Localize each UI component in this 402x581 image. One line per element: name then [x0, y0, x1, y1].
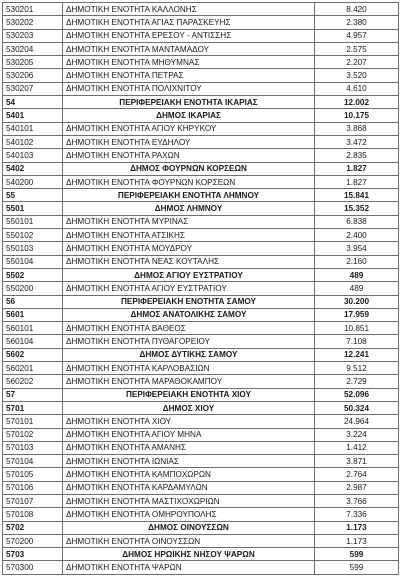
code-cell: 570106: [3, 481, 63, 494]
name-cell: ΔΗΜΟΣ ΧΙΟΥ: [63, 401, 315, 414]
code-cell: 57: [3, 388, 63, 401]
name-cell: ΔΗΜΟΤΙΚΗ ΕΝΟΤΗΤΑ ΜΑΝΤΑΜΑΔΟΥ: [63, 42, 315, 55]
table-row: [3, 255, 399, 268]
table-row-subtotal: [3, 96, 399, 109]
value-cell: 15.841: [315, 189, 399, 202]
table-row-subtotal: [3, 348, 399, 361]
name-cell: ΔΗΜΟΤΙΚΗ ΕΝΟΤΗΤΑ ΜΟΥΔΡΟΥ: [63, 242, 315, 255]
value-cell: 3.954: [315, 242, 399, 255]
code-cell: 5701: [3, 401, 63, 414]
code-cell: 5502: [3, 268, 63, 281]
value-cell: 52.096: [315, 388, 399, 401]
table-row-subtotal: [3, 189, 399, 202]
table-row: [3, 455, 399, 468]
table-row: [3, 335, 399, 348]
name-cell: ΔΗΜΟΤΙΚΗ ΕΝΟΤΗΤΑ ΠΥΘΑΓΟΡΕΙΟΥ: [63, 335, 315, 348]
table-row: [3, 82, 399, 95]
value-cell: 2.400: [315, 229, 399, 242]
value-cell: 7.108: [315, 335, 399, 348]
code-cell: 570103: [3, 441, 63, 454]
value-cell: 17.959: [315, 308, 399, 321]
value-cell: 10.851: [315, 322, 399, 335]
table-row: [3, 122, 399, 135]
code-cell: 570102: [3, 428, 63, 441]
name-cell: ΔΗΜΟΤΙΚΗ ΕΝΟΤΗΤΑ ΑΓΙΟΥ ΜΗΝΑ: [63, 428, 315, 441]
table-row: [3, 56, 399, 69]
code-cell: 5703: [3, 548, 63, 561]
value-cell: 1.173: [315, 521, 399, 534]
table-row: [3, 229, 399, 242]
table-row: [3, 3, 399, 16]
table-row-subtotal: [3, 401, 399, 414]
value-cell: 1.827: [315, 162, 399, 175]
code-cell: 550104: [3, 255, 63, 268]
code-cell: 550102: [3, 229, 63, 242]
name-cell: ΔΗΜΟΤΙΚΗ ΕΝΟΤΗΤΑ ΚΑΛΛΟΝΗΣ: [63, 3, 315, 16]
code-cell: 55: [3, 189, 63, 202]
value-cell: 2.764: [315, 468, 399, 481]
value-cell: 50.324: [315, 401, 399, 414]
name-cell: ΠΕΡΙΦΕΡΕΙΑΚΗ ΕΝΟΤΗΤΑ ΛΗΜΝΟΥ: [63, 189, 315, 202]
name-cell: ΔΗΜΟΤΙΚΗ ΕΝΟΤΗΤΑ ΑΓΙΟΥ ΕΥΣΤΡΑΤΙΟΥ: [63, 282, 315, 295]
value-cell: 489: [315, 282, 399, 295]
code-cell: 530207: [3, 82, 63, 95]
table-row: [3, 29, 399, 42]
code-cell: 5401: [3, 109, 63, 122]
value-cell: 30.200: [315, 295, 399, 308]
table-row: [3, 561, 399, 574]
value-cell: 3.224: [315, 428, 399, 441]
code-cell: 540102: [3, 135, 63, 148]
value-cell: 489: [315, 268, 399, 281]
table-row-subtotal: [3, 202, 399, 215]
code-cell: 5601: [3, 308, 63, 321]
value-cell: 15.352: [315, 202, 399, 215]
value-cell: 10.175: [315, 109, 399, 122]
table-row: [3, 441, 399, 454]
value-cell: 2.987: [315, 481, 399, 494]
code-cell: 560202: [3, 375, 63, 388]
name-cell: ΠΕΡΙΦΕΡΕΙΑΚΗ ΕΝΟΤΗΤΑ ΣΑΜΟΥ: [63, 295, 315, 308]
name-cell: ΔΗΜΟΣ ΔΥΤΙΚΗΣ ΣΑΜΟΥ: [63, 348, 315, 361]
name-cell: ΔΗΜΟΤΙΚΗ ΕΝΟΤΗΤΑ ΟΜΗΡΟΥΠΟΛΗΣ: [63, 508, 315, 521]
table-row: [3, 481, 399, 494]
value-cell: 12.002: [315, 96, 399, 109]
value-cell: 4.610: [315, 82, 399, 95]
name-cell: ΔΗΜΟΤΙΚΗ ΕΝΟΤΗΤΑ ΚΑΜΠΟΧΩΡΩΝ: [63, 468, 315, 481]
table-row: [3, 534, 399, 547]
name-cell: ΔΗΜΟΤΙΚΗ ΕΝΟΤΗΤΑ ΟΙΝΟΥΣΣΩΝ: [63, 534, 315, 547]
value-cell: 8.420: [315, 3, 399, 16]
value-cell: 599: [315, 548, 399, 561]
table-row-subtotal: [3, 388, 399, 401]
value-cell: 3.520: [315, 69, 399, 82]
code-cell: 5702: [3, 521, 63, 534]
code-cell: 540101: [3, 122, 63, 135]
name-cell: ΔΗΜΟΤΙΚΗ ΕΝΟΤΗΤΑ ΕΥΔΗΛΟΥ: [63, 135, 315, 148]
name-cell: ΔΗΜΟΤΙΚΗ ΕΝΟΤΗΤΑ ΑΜΑΝΗΣ: [63, 441, 315, 454]
code-cell: 56: [3, 295, 63, 308]
name-cell: ΔΗΜΟΤΙΚΗ ΕΝΟΤΗΤΑ ΠΟΛΙΧΝΙΤΟΥ: [63, 82, 315, 95]
table-row: [3, 242, 399, 255]
name-cell: ΔΗΜΟΤΙΚΗ ΕΝΟΤΗΤΑ ΚΑΡΛΟΒΑΣΙΩΝ: [63, 362, 315, 375]
table-row: [3, 322, 399, 335]
name-cell: ΔΗΜΟΤΙΚΗ ΕΝΟΤΗΤΑ ΦΟΥΡΝΩΝ ΚΟΡΣΕΩΝ: [63, 175, 315, 188]
table-row: [3, 282, 399, 295]
code-cell: 530201: [3, 3, 63, 16]
name-cell: ΔΗΜΟΤΙΚΗ ΕΝΟΤΗΤΑ ΧΙΟΥ: [63, 415, 315, 428]
code-cell: 570200: [3, 534, 63, 547]
value-cell: 3.472: [315, 135, 399, 148]
code-cell: 530202: [3, 16, 63, 29]
value-cell: 2.207: [315, 56, 399, 69]
code-cell: 570107: [3, 494, 63, 507]
code-cell: 5602: [3, 348, 63, 361]
code-cell: 570108: [3, 508, 63, 521]
code-cell: 560201: [3, 362, 63, 375]
name-cell: ΔΗΜΟΤΙΚΗ ΕΝΟΤΗΤΑ ΡΑΧΩΝ: [63, 149, 315, 162]
table-row: [3, 494, 399, 507]
table-row: [3, 135, 399, 148]
name-cell: ΔΗΜΟΤΙΚΗ ΕΝΟΤΗΤΑ ΨΑΡΩΝ: [63, 561, 315, 574]
table-row-subtotal: [3, 308, 399, 321]
code-cell: 570101: [3, 415, 63, 428]
value-cell: 3.871: [315, 455, 399, 468]
code-cell: 54: [3, 96, 63, 109]
code-cell: 570300: [3, 561, 63, 574]
value-cell: 1.173: [315, 534, 399, 547]
name-cell: ΔΗΜΟΤΙΚΗ ΕΝΟΤΗΤΑ ΠΕΤΡΑΣ: [63, 69, 315, 82]
table-row: [3, 375, 399, 388]
name-cell: ΔΗΜΟΣ ΙΚΑΡΙΑΣ: [63, 109, 315, 122]
code-cell: 530203: [3, 29, 63, 42]
name-cell: ΔΗΜΟΣ ΦΟΥΡΝΩΝ ΚΟΡΣΕΩΝ: [63, 162, 315, 175]
code-cell: 550103: [3, 242, 63, 255]
code-cell: 5402: [3, 162, 63, 175]
table-row: [3, 69, 399, 82]
value-cell: 24.964: [315, 415, 399, 428]
code-cell: 560104: [3, 335, 63, 348]
value-cell: 2.835: [315, 149, 399, 162]
table-row: [3, 175, 399, 188]
code-cell: 530204: [3, 42, 63, 55]
name-cell: ΔΗΜΟΤΙΚΗ ΕΝΟΤΗΤΑ ΑΓΙΑΣ ΠΑΡΑΣΚΕΥΗΣ: [63, 16, 315, 29]
name-cell: ΔΗΜΟΣ ΟΙΝΟΥΣΣΩΝ: [63, 521, 315, 534]
code-cell: 550200: [3, 282, 63, 295]
value-cell: 4.957: [315, 29, 399, 42]
name-cell: ΔΗΜΟΣ ΑΝΑΤΟΛΙΚΗΣ ΣΑΜΟΥ: [63, 308, 315, 321]
name-cell: ΔΗΜΟΤΙΚΗ ΕΝΟΤΗΤΑ ΜΑΡΑΘΟΚΑΜΠΟΥ: [63, 375, 315, 388]
table-row: [3, 362, 399, 375]
value-cell: 7.336: [315, 508, 399, 521]
code-cell: 540103: [3, 149, 63, 162]
code-cell: 530205: [3, 56, 63, 69]
table-row: [3, 428, 399, 441]
table-body: [3, 3, 399, 575]
table-row-subtotal: [3, 162, 399, 175]
value-cell: 3.766: [315, 494, 399, 507]
code-cell: 560101: [3, 322, 63, 335]
code-cell: 570104: [3, 455, 63, 468]
name-cell: ΠΕΡΙΦΕΡΕΙΑΚΗ ΕΝΟΤΗΤΑ ΙΚΑΡΙΑΣ: [63, 96, 315, 109]
name-cell: ΔΗΜΟΤΙΚΗ ΕΝΟΤΗΤΑ ΑΤΣΙΚΗΣ: [63, 229, 315, 242]
value-cell: 6.838: [315, 215, 399, 228]
table-row: [3, 16, 399, 29]
value-cell: 12.241: [315, 348, 399, 361]
code-cell: 5501: [3, 202, 63, 215]
table-row: [3, 149, 399, 162]
name-cell: ΔΗΜΟΣ ΑΓΙΟΥ ΕΥΣΤΡΑΤΙΟΥ: [63, 268, 315, 281]
code-cell: 550101: [3, 215, 63, 228]
value-cell: 2.575: [315, 42, 399, 55]
name-cell: ΔΗΜΟΤΙΚΗ ΕΝΟΤΗΤΑ ΜΥΡΙΝΑΣ: [63, 215, 315, 228]
table-row-subtotal: [3, 268, 399, 281]
code-cell: 530206: [3, 69, 63, 82]
name-cell: ΔΗΜΟΤΙΚΗ ΕΝΟΤΗΤΑ ΜΑΣΤΙΧΟΧΩΡΙΩΝ: [63, 494, 315, 507]
name-cell: ΔΗΜΟΤΙΚΗ ΕΝΟΤΗΤΑ ΒΑΘΕΟΣ: [63, 322, 315, 335]
code-cell: 570105: [3, 468, 63, 481]
name-cell: ΔΗΜΟΤΙΚΗ ΕΝΟΤΗΤΑ ΙΩΝΙΑΣ: [63, 455, 315, 468]
value-cell: 2.380: [315, 16, 399, 29]
population-table: [2, 2, 399, 575]
table-row-subtotal: [3, 295, 399, 308]
name-cell: ΔΗΜΟΣ ΛΗΜΝΟΥ: [63, 202, 315, 215]
value-cell: 9.512: [315, 362, 399, 375]
table-row: [3, 415, 399, 428]
name-cell: ΔΗΜΟΤΙΚΗ ΕΝΟΤΗΤΑ ΜΗΘΥΜΝΑΣ: [63, 56, 315, 69]
code-cell: 540200: [3, 175, 63, 188]
value-cell: 3.868: [315, 122, 399, 135]
table-row-subtotal: [3, 548, 399, 561]
name-cell: ΔΗΜΟΣ ΗΡΩΙΚΗΣ ΝΗΣΟΥ ΨΑΡΩΝ: [63, 548, 315, 561]
value-cell: 1.412: [315, 441, 399, 454]
table-row-subtotal: [3, 521, 399, 534]
name-cell: ΔΗΜΟΤΙΚΗ ΕΝΟΤΗΤΑ ΝΕΑΣ ΚΟΥΤΑΛΗΣ: [63, 255, 315, 268]
name-cell: ΔΗΜΟΤΙΚΗ ΕΝΟΤΗΤΑ ΚΑΡΔΑΜΥΛΩΝ: [63, 481, 315, 494]
value-cell: 1.827: [315, 175, 399, 188]
table-row-subtotal: [3, 109, 399, 122]
name-cell: ΔΗΜΟΤΙΚΗ ΕΝΟΤΗΤΑ ΕΡΕΣΟΥ - ΑΝΤΙΣΣΗΣ: [63, 29, 315, 42]
table-row: [3, 468, 399, 481]
table-row: [3, 508, 399, 521]
table-row: [3, 215, 399, 228]
name-cell: ΠΕΡΙΦΕΡΕΙΑΚΗ ΕΝΟΤΗΤΑ ΧΙΟΥ: [63, 388, 315, 401]
value-cell: 2.160: [315, 255, 399, 268]
name-cell: ΔΗΜΟΤΙΚΗ ΕΝΟΤΗΤΑ ΑΓΙΟΥ ΚΗΡΥΚΟΥ: [63, 122, 315, 135]
table-row: [3, 42, 399, 55]
value-cell: 599: [315, 561, 399, 574]
value-cell: 2.729: [315, 375, 399, 388]
